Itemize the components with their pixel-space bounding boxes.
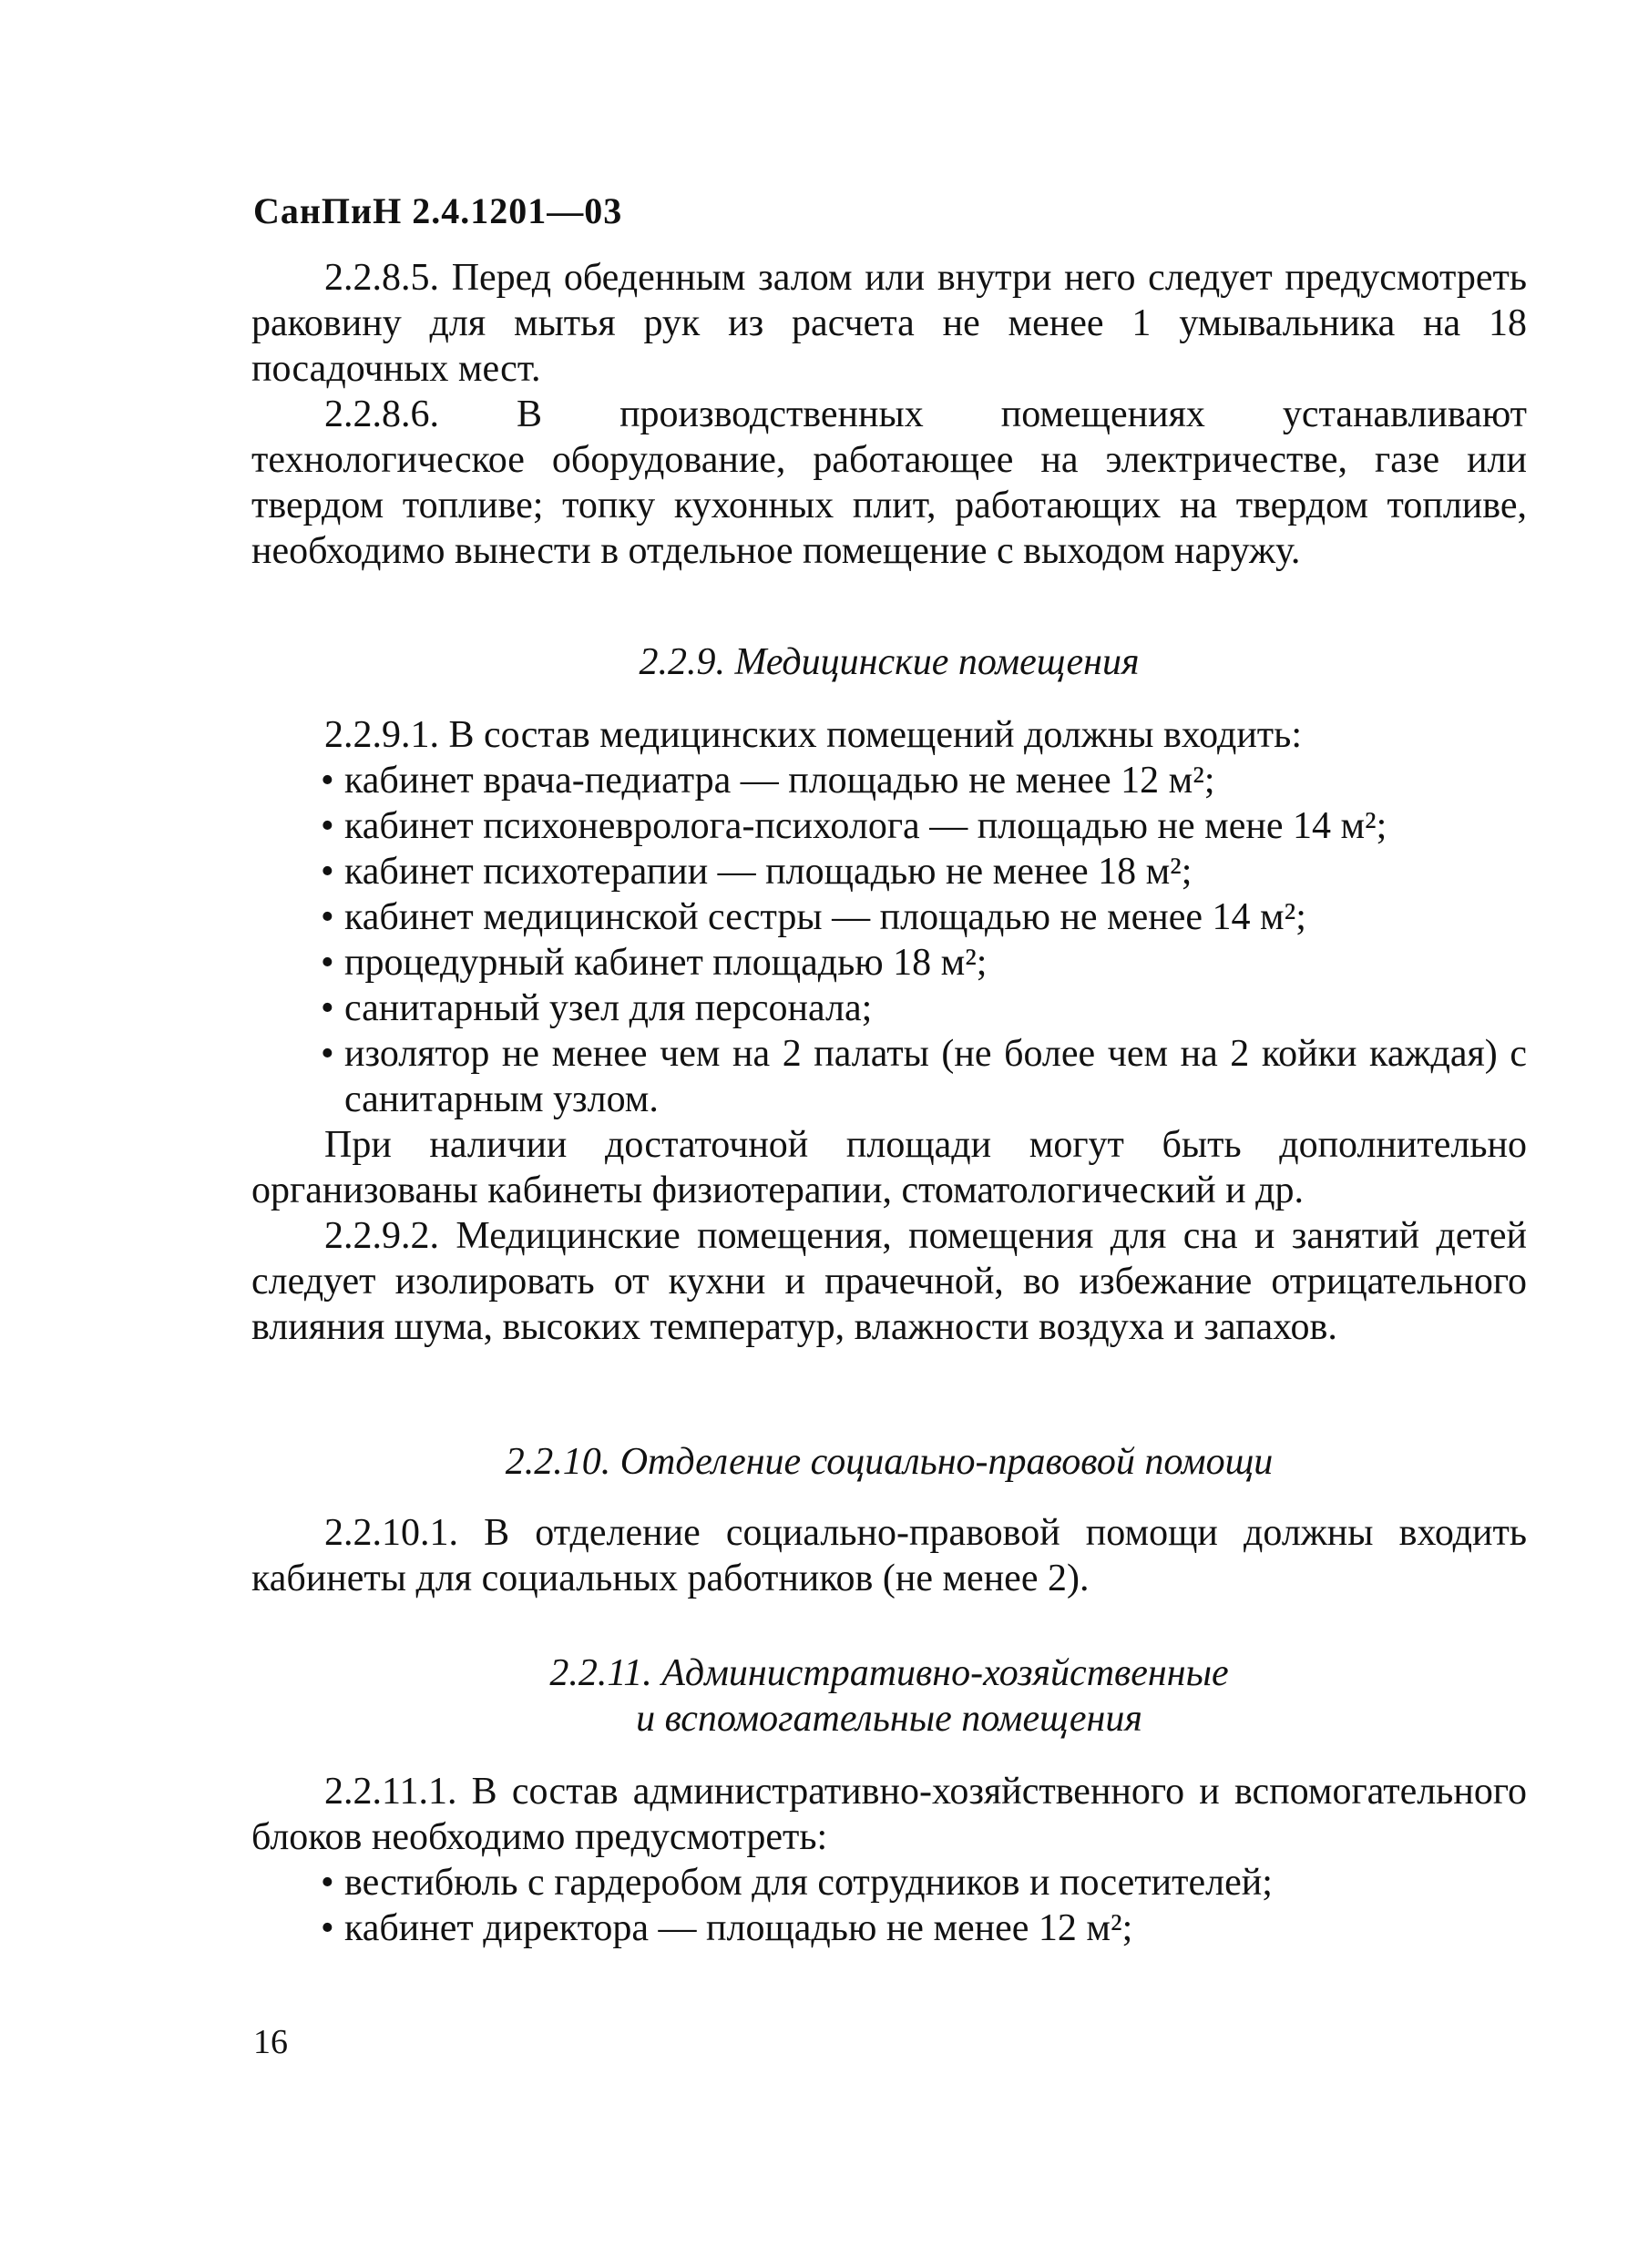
section-heading-2-2-11 <box>251 1650 1527 1742</box>
section-2-2-10-body <box>251 1510 1527 1601</box>
paragraph-2-2-9-1: 2.2.9.1. В состав медицинских помещений должны входить: <box>324 714 1302 756</box>
section-2-2-11-body <box>251 1769 1527 1951</box>
list-item: • кабинет психоневролога-психолога — площадью не мене 14 м²; <box>321 805 1387 847</box>
section-2-2-9-body <box>251 712 1527 1350</box>
document-header: СанПиН 2.4.1201—03 <box>253 190 623 231</box>
heading-line-2: и вспомогательные помещения <box>636 1698 1142 1740</box>
bullet-icon: • <box>321 1033 334 1075</box>
bullet-icon: • <box>321 1907 334 1949</box>
list-item: • процедурный кабинет площадью 18 м²; <box>321 942 988 984</box>
list-item: • кабинет медицинской сестры — площадью не менее 14 м²; <box>321 896 1306 938</box>
list-item: • кабинет директора — площадью не менее 12 м²; <box>321 1907 1133 1949</box>
paragraph-2-2-8-5: 2.2.8.5. Перед обеденным залом или внутри него следует предусмотреть раковину для мытья рук из расчета не менее 1 умывальника на 18 посадочных мест. <box>251 257 1527 390</box>
paragraph-2-2-8-6: 2.2.8.6. В производственных помещениях устанавливают технологическое оборудование, работающее на электричестве, газе или твердом топливе; топку кухонных плит, работающих на твердом топливе, необходимо вынести в отдельное помещение с выходом наружу. <box>251 393 1527 572</box>
heading-line-1: 2.2.11. Административно-хозяйственные <box>549 1652 1229 1694</box>
list-item: • кабинет психотерапии — площадью не менее 18 м²; <box>321 851 1193 893</box>
bullet-icon: • <box>321 987 334 1029</box>
bullet-icon: • <box>321 760 334 802</box>
section-heading-2-2-10: 2.2.10. Отделение социально-правовой помощи <box>505 1441 1274 1483</box>
note-paragraph: При наличии достаточной площади могут быть дополнительно организованы кабинеты физиотерапии, стоматологический и др. <box>251 1124 1527 1211</box>
section-heading-2-2-9: 2.2.9. Медицинские помещения <box>639 641 1140 683</box>
list-item: • изолятор не менее чем на 2 палаты (не более чем на 2 койки каждая) с санитарным узлом. <box>321 1033 1527 1120</box>
list-item: • кабинет врача-педиатра — площадью не менее 12 м²; <box>321 760 1215 802</box>
admin-rooms-list <box>251 1860 1527 1951</box>
list-item: • санитарный узел для персонала; <box>321 987 873 1029</box>
paragraph-2-2-11-1: 2.2.11.1. В состав административно-хозяйственного и вспомогательного блоков необходимо предусмотреть: <box>251 1771 1527 1858</box>
bullet-icon: • <box>321 805 334 847</box>
bullet-icon: • <box>321 942 334 984</box>
list-item: • вестибюль с гардеробом для сотрудников и посетителей; <box>321 1862 1273 1904</box>
paragraph-2-2-10-1: 2.2.10.1. В отделение социально-правовой помощи должны входить кабинеты для социальных работников (не менее 2). <box>251 1512 1527 1599</box>
paragraph-2-2-9-2: 2.2.9.2. Медицинские помещения, помещения для сна и занятий детей следует изолировать от кухни и прачечной, во избежание отрицательного влияния шума, высоких температур, влажности воздуха и запахов. <box>251 1215 1527 1348</box>
page-number: 16 <box>253 2023 288 2061</box>
medical-rooms-list <box>251 758 1527 1122</box>
bullet-icon: • <box>321 851 334 893</box>
bullet-icon: • <box>321 1862 334 1904</box>
bullet-icon: • <box>321 896 334 938</box>
top-paragraphs <box>251 255 1527 574</box>
